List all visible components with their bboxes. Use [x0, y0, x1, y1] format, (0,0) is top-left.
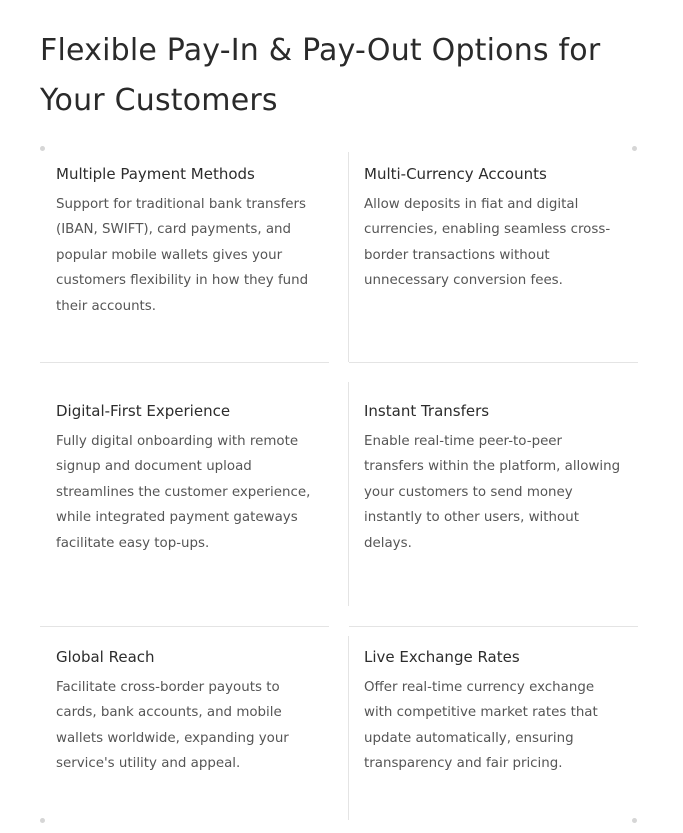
grid-divider [348, 152, 349, 362]
feature-description: Facilitate cross-border payouts to cards, bank accounts, and mobile wallets worldwide, expanding your service's utility and appeal. [56, 680, 289, 772]
corner-dot [40, 146, 45, 151]
feature-card-global-reach [56, 645, 316, 777]
grid-divider [40, 626, 329, 627]
feature-description: Allow deposits in fiat and digital currencies, enabling seamless cross-border transactions without unnecessary conversion fees. [364, 197, 611, 289]
feature-title: Live Exchange Rates [364, 648, 520, 666]
feature-title: Global Reach [56, 648, 155, 666]
grid-divider [348, 636, 349, 820]
corner-dot [632, 146, 637, 151]
feature-card-multi-currency-accounts [364, 162, 624, 294]
feature-card-multiple-payment-methods [56, 162, 316, 319]
feature-title: Digital-First Experience [56, 402, 231, 420]
feature-title: Multiple Payment Methods [56, 165, 255, 183]
feature-description: Support for traditional bank transfers (IBAN, SWIFT), card payments, and popular mobile wallets gives your customers flexibility in how they fund their accounts. [56, 197, 309, 314]
feature-description: Enable real-time peer-to-peer transfers within the platform, allowing your customers to send money instantly to other users, without delays. [364, 434, 621, 551]
page-title: Flexible Pay-In & Pay-Out Options for Your Customers [40, 33, 601, 118]
corner-dot [40, 818, 45, 823]
corner-dot [632, 818, 637, 823]
feature-card-instant-transfers [364, 399, 624, 556]
grid-divider [348, 382, 349, 606]
feature-card-digital-first-experience [56, 399, 316, 556]
grid-divider [349, 626, 638, 627]
feature-title: Instant Transfers [364, 402, 490, 420]
feature-description: Offer real-time currency exchange with competitive market rates that update automatically, ensuring transparency and fair pricing. [364, 680, 598, 772]
features-grid [40, 146, 638, 826]
grid-divider [40, 362, 329, 363]
feature-description: Fully digital onboarding with remote signup and document upload streamlines the customer experience, while integrated payment gateways facilitate easy top-ups. [56, 434, 311, 551]
feature-card-live-exchange-rates [364, 645, 624, 777]
grid-divider [349, 362, 638, 363]
feature-title: Multi-Currency Accounts [364, 165, 547, 183]
